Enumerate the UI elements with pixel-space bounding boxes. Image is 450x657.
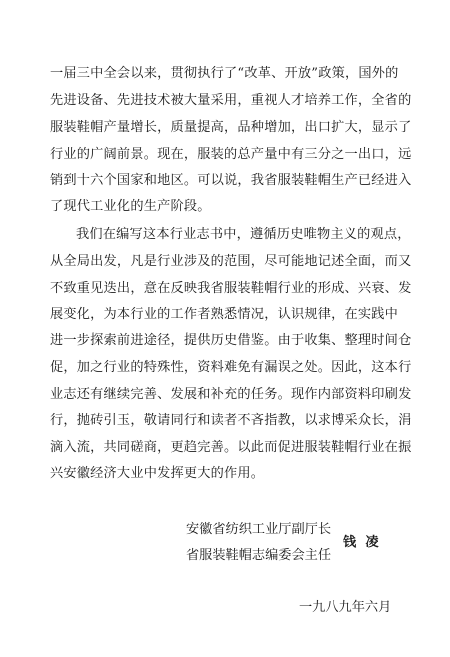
paragraph2-line: 展变化，为本行业的工作者熟悉情况，认识规律，在实践中 <box>50 307 399 322</box>
paragraph2-line: 行，抛砖引玉，敬请同行和读者不吝指教，以求博采众长，涓 <box>50 413 412 428</box>
paragraph2-line: 业志还有继续完善、发展和补充的任务。现作内部资料印刷发 <box>50 387 412 402</box>
paragraph1-line: 行业的广阔前景。现在，服装的总产量中有三分之一出口，远 <box>50 147 412 162</box>
paragraph2-line: 不致重见迭出，意在反映我省服装鞋帽行业的形成、兴衰、发 <box>50 281 412 296</box>
paragraph1-line: 服装鞋帽产量增长，质量提高，品种增加，出口扩大，显示了 <box>50 120 412 135</box>
paragraph1-line: 了现代工业化的生产阶段。 <box>50 199 211 214</box>
paragraph1-line: 先进设备、先进技术被大量采用，重视人才培养工作，全省的 <box>50 93 412 108</box>
paragraph1-line: 销到十六个国家和地区。可以说，我省服装鞋帽生产已经进入 <box>50 173 412 188</box>
signature-date: 一九八九年六月 <box>299 600 392 615</box>
paragraph2-line: 我们在编写这本行业志书中，遵循历史唯物主义的观点， <box>76 227 411 242</box>
signature-title-line1: 安徽省纺织工业厅副厅长 <box>186 522 332 537</box>
paragraph2-line: 滴入流，共同磋商，更趋完善。以此而促进服装鞋帽行业在振 <box>50 440 412 455</box>
signature-title-line2: 省服装鞋帽志编委会主任 <box>186 548 332 563</box>
paragraph2-line: 促，加之行业的特殊性，资料难免有漏误之处。因此，这本行 <box>50 360 412 375</box>
paragraph2-line: 兴安徽经济大业中发挥更大的作用。 <box>50 466 265 481</box>
paragraph2-line: 从全局出发，凡是行业涉及的范围，尽可能地记述全面，而又 <box>50 254 412 269</box>
paragraph1-line: 一届三中全会以来，贯彻执行了“改革、开放”政策，国外的 <box>50 66 399 81</box>
paragraph2-line: 进一步探索前进途径，提供历史借鉴。由于收集、整理时间仓 <box>50 333 412 348</box>
signature-name: 钱 凌 <box>343 535 379 550</box>
